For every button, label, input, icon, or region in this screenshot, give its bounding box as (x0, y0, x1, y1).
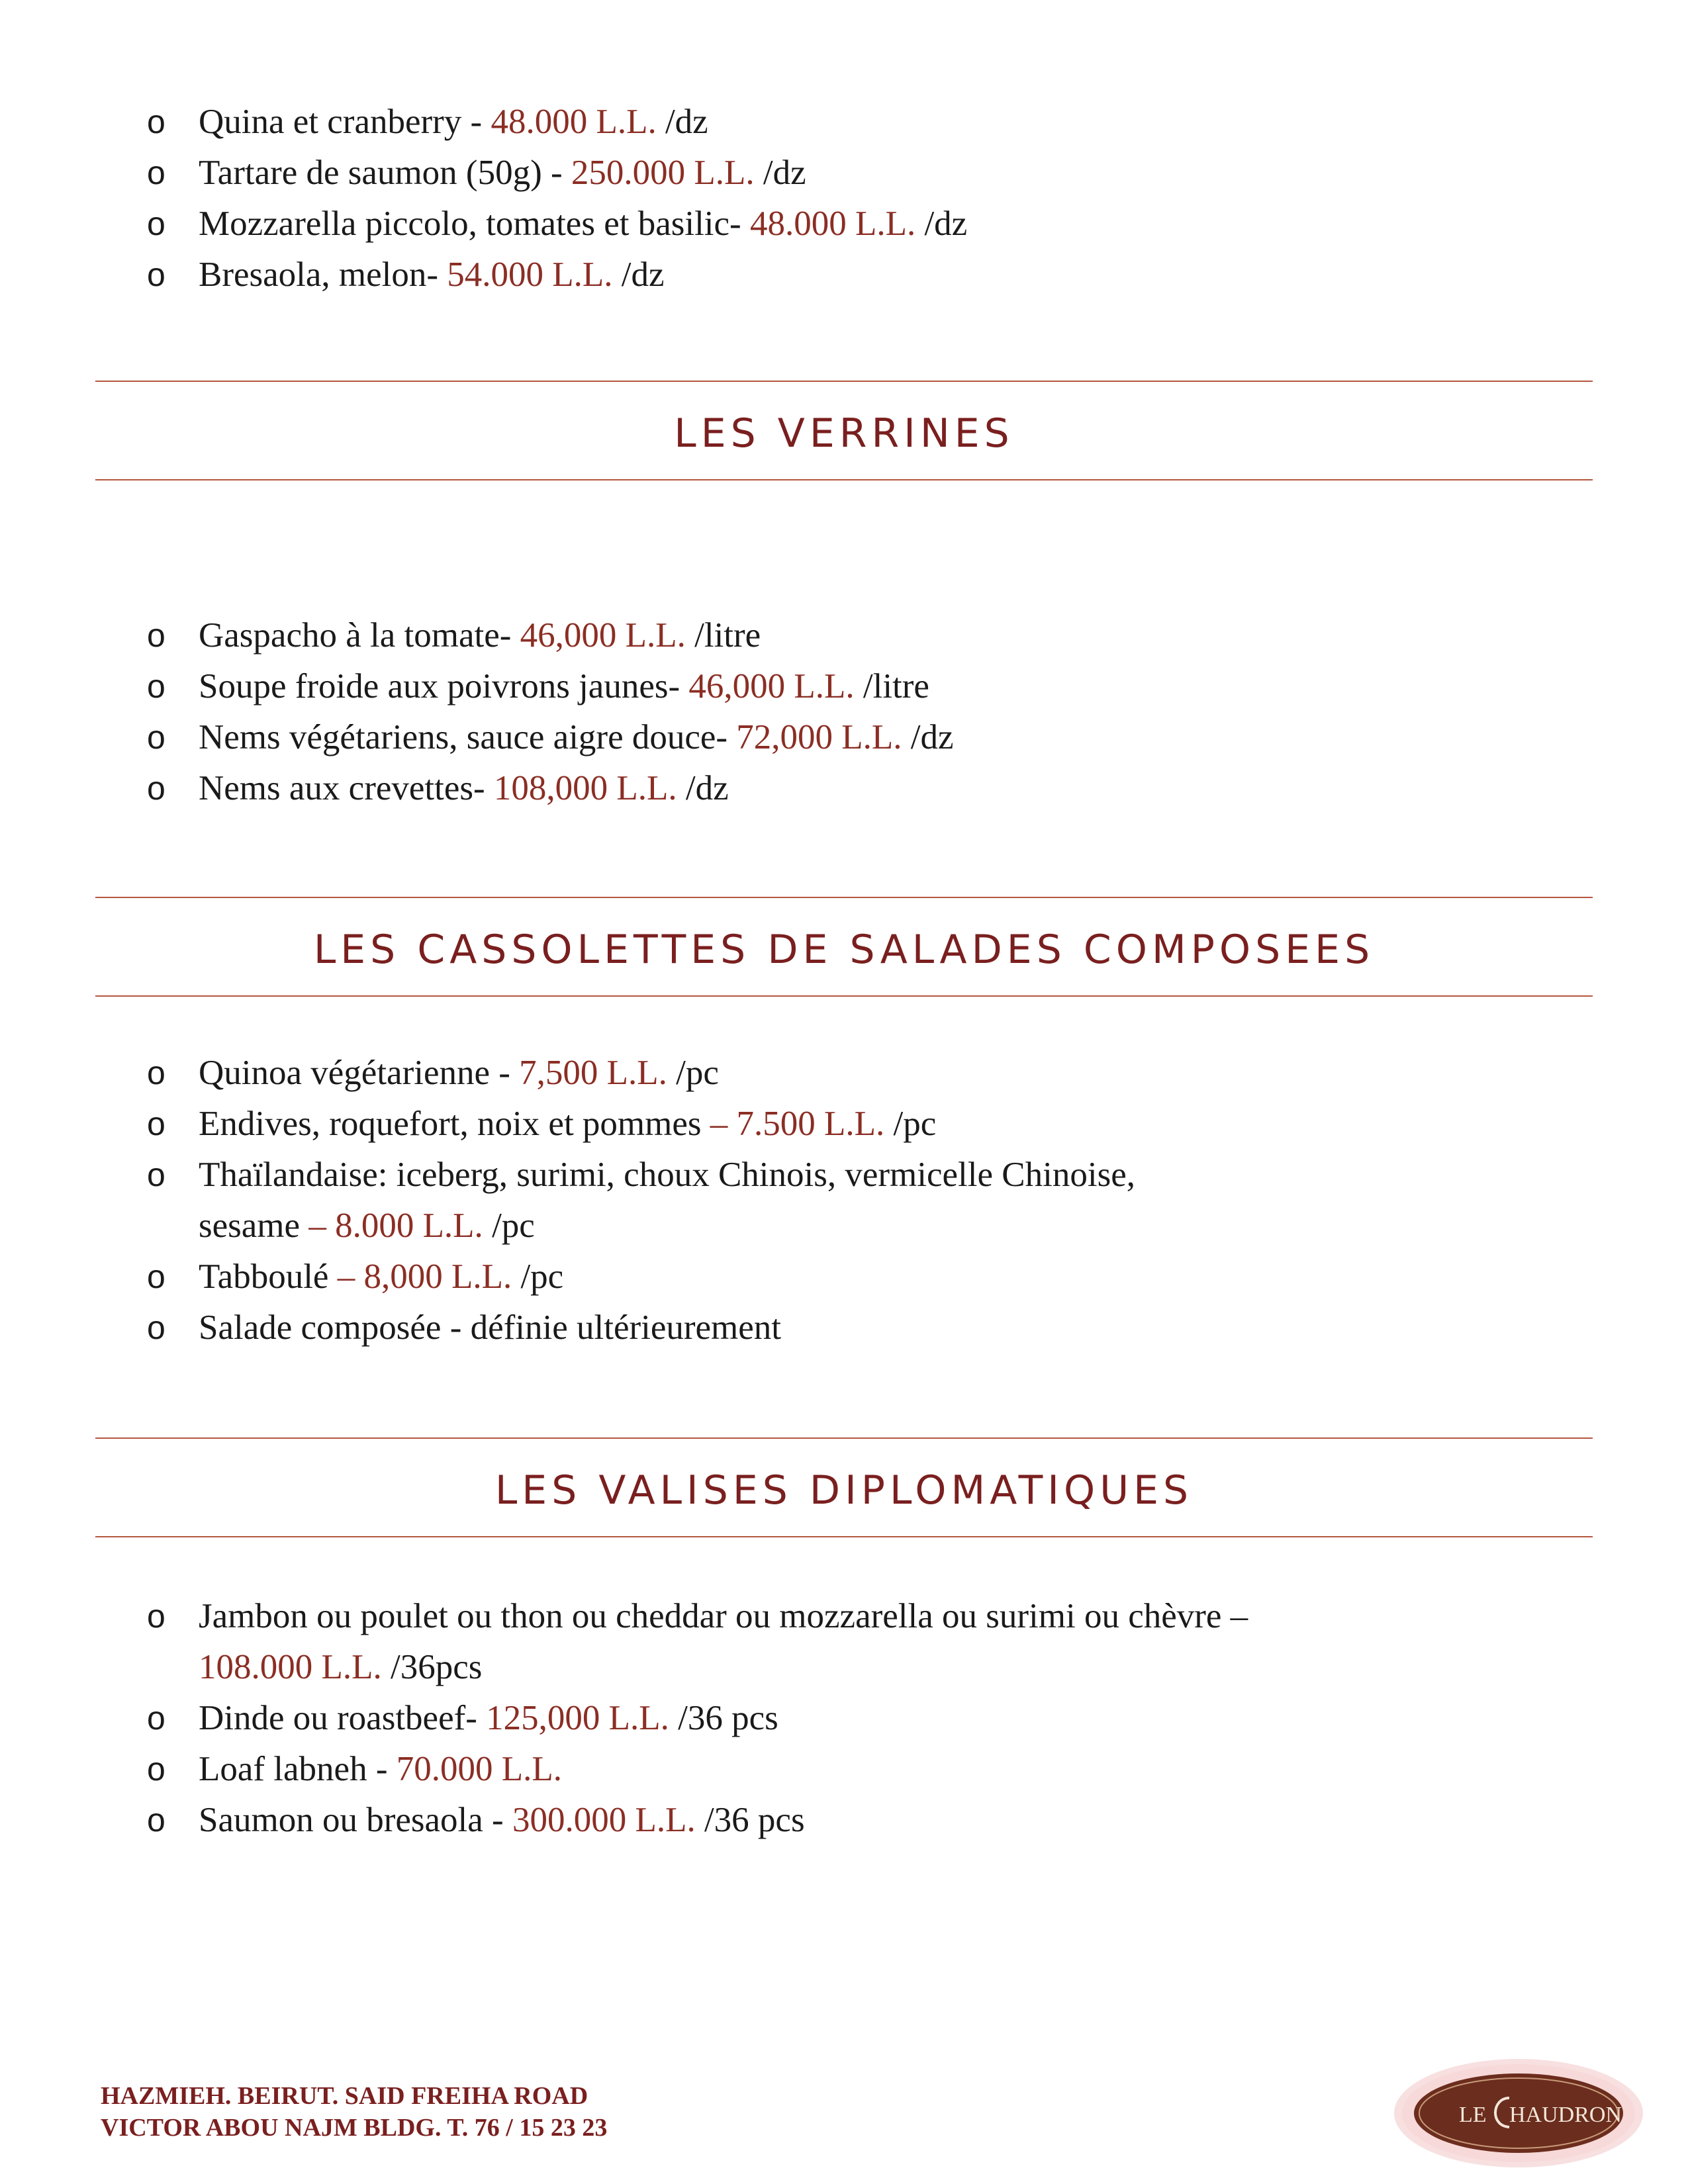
section-title-valises: LES VALISES DIPLOMATIQUES (494, 1467, 1194, 1514)
item-unit: /36 pcs (669, 1699, 778, 1737)
item-name: Endives, roquefort, noix et pommes (199, 1105, 710, 1143)
item-unit: /pc (483, 1206, 535, 1245)
item-name: Quinoa végétarienne - (199, 1054, 520, 1092)
list-item (0, 1099, 1688, 1150)
list-item (0, 1591, 1688, 1693)
item-price: 108,000 L.L. (493, 769, 677, 807)
list-item (0, 763, 1688, 814)
item-unit: /litre (685, 616, 761, 655)
list-item (0, 250, 1688, 300)
item-unit: /pc (884, 1105, 937, 1143)
section-rule-bottom (95, 995, 1593, 997)
item-price: – 8.000 L.L. (308, 1206, 483, 1245)
section-rule-bottom (95, 479, 1593, 480)
logo-text-le: LE (1459, 2103, 1487, 2127)
verrines-list (0, 610, 1688, 814)
bullet-circle-icon: o (147, 1105, 165, 1142)
list-item (0, 1302, 1688, 1353)
section-title-cassolettes: LES CASSOLETTES DE SALADES COMPOSEES (313, 927, 1375, 973)
bullet-circle-icon: o (147, 719, 165, 756)
list-item (0, 712, 1688, 763)
item-unit: /dz (656, 103, 708, 141)
le-chaudron-logo (1393, 2057, 1644, 2169)
item-price: 108.000 L.L. (199, 1648, 382, 1686)
item-price: 250.000 L.L. (571, 154, 755, 192)
list-item (0, 661, 1688, 712)
item-name: Gaspacho à la tomate- (199, 616, 520, 655)
list-item (0, 1795, 1688, 1846)
valises-list (0, 1591, 1688, 1846)
item-name: Mozzarella piccolo, tomates et basilic- (199, 205, 750, 243)
item-price: 46,000 L.L. (520, 616, 686, 655)
item-unit: /dz (902, 718, 954, 756)
item-name: Nems aux crevettes- (199, 769, 494, 807)
item-price: – 7.500 L.L. (710, 1105, 885, 1143)
item-unit: /dz (677, 769, 729, 807)
list-item (0, 1150, 1688, 1251)
bullet-circle-icon: o (147, 1700, 165, 1737)
bullet-circle-icon: o (147, 1258, 165, 1295)
item-price: 7,500 L.L. (519, 1054, 667, 1092)
item-name: Tartare de saumon (50g) - (199, 154, 571, 192)
list-item (0, 1048, 1688, 1099)
list-item (0, 148, 1688, 199)
section-rule-bottom (95, 1536, 1593, 1537)
item-unit: /36pcs (381, 1648, 483, 1686)
item-name: Thaïlandaise: iceberg, surimi, choux Chinois, vermicelle Chinoise, (199, 1156, 1135, 1194)
item-price: 48.000 L.L. (749, 205, 916, 243)
section-rule-top (95, 897, 1593, 898)
item-name: Loaf labneh - (199, 1750, 397, 1788)
bullet-circle-icon: o (147, 1156, 165, 1193)
list-item (0, 97, 1688, 148)
item-name: Bresaola, melon- (199, 255, 447, 294)
item-price: 54.000 L.L. (447, 255, 613, 294)
bullet-circle-icon: o (147, 1751, 165, 1788)
item-unit: /dz (612, 255, 665, 294)
footer-address-line-2: VICTOR ABOU NAJM BLDG. T. 76 / 15 23 23 (101, 2114, 608, 2142)
bullet-circle-icon: o (147, 1054, 165, 1091)
bullet-circle-icon: o (147, 1309, 165, 1346)
item-name: Soupe froide aux poivrons jaunes- (199, 667, 689, 705)
footer-address (101, 2080, 607, 2144)
item-price: 46,000 L.L. (688, 667, 855, 705)
item-unit: /dz (915, 205, 968, 243)
item-name: Jambon ou poulet ou thon ou cheddar ou mozzarella ou surimi ou chèvre – (199, 1597, 1248, 1635)
list-item (0, 199, 1688, 250)
item-price: 70.000 L.L. (396, 1750, 562, 1788)
item-name-continued: sesame (199, 1206, 309, 1245)
item-unit: /pc (667, 1054, 719, 1092)
bullet-circle-icon: o (147, 154, 165, 191)
bullet-circle-icon: o (147, 770, 165, 807)
bullet-circle-icon: o (147, 256, 165, 293)
item-name: Salade composée - définie ultérieurement (199, 1308, 782, 1347)
list-item (0, 610, 1688, 661)
item-price: 48.000 L.L. (491, 103, 657, 141)
item-price: 125,000 L.L. (486, 1699, 669, 1737)
item-name: Tabboulé (199, 1257, 338, 1296)
bullet-circle-icon: o (147, 668, 165, 705)
item-price: – 8,000 L.L. (337, 1257, 512, 1296)
intro-list (0, 97, 1688, 300)
item-name: Quina et cranberry - (199, 103, 491, 141)
section-rule-top (95, 381, 1593, 382)
bullet-circle-icon: o (147, 1801, 165, 1839)
item-unit: /pc (512, 1257, 564, 1296)
item-name: Dinde ou roastbeef- (199, 1699, 487, 1737)
list-item (0, 1251, 1688, 1302)
item-unit: /litre (854, 667, 929, 705)
item-unit: /dz (754, 154, 806, 192)
section-title-verrines: LES VERRINES (674, 410, 1014, 457)
item-name: Saumon ou bresaola - (199, 1801, 512, 1839)
item-price: 300.000 L.L. (512, 1801, 696, 1839)
footer-address-line-1: HAZMIEH. BEIRUT. SAID FREIHA ROAD (101, 2082, 588, 2110)
item-unit: /36 pcs (695, 1801, 805, 1839)
section-rule-top (95, 1437, 1593, 1439)
item-price: 72,000 L.L. (736, 718, 902, 756)
bullet-circle-icon: o (147, 617, 165, 654)
item-name: Nems végétariens, sauce aigre douce- (199, 718, 737, 756)
logo-text-haudron: HAUDRON (1509, 2103, 1622, 2127)
list-item (0, 1693, 1688, 1744)
bullet-circle-icon: o (147, 1598, 165, 1635)
bullet-circle-icon: o (147, 205, 165, 242)
bullet-circle-icon: o (147, 103, 165, 140)
cassolettes-list (0, 1048, 1688, 1353)
list-item (0, 1744, 1688, 1795)
